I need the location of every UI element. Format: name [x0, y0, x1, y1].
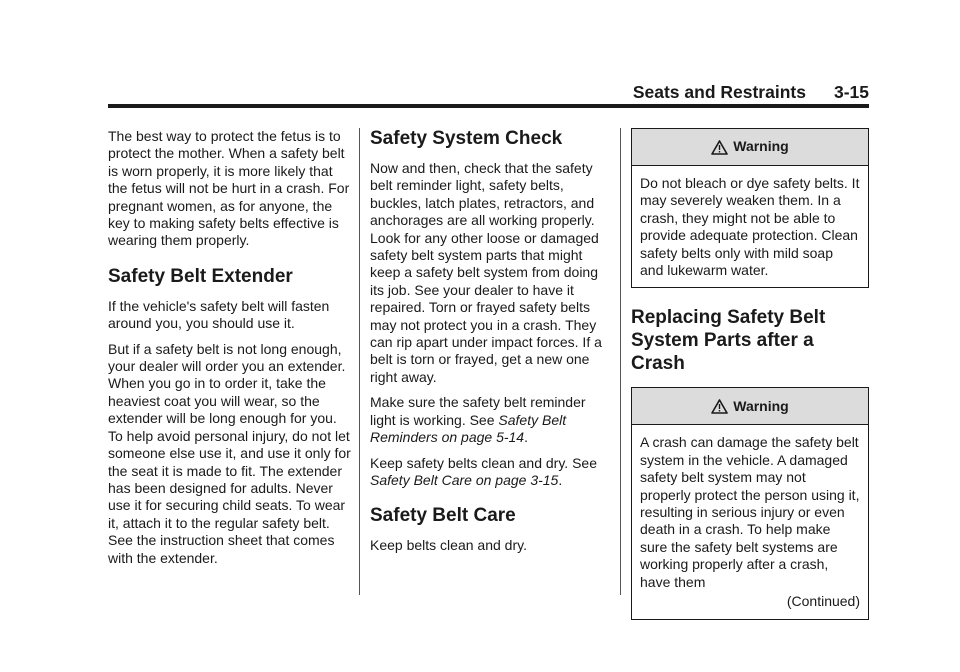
column-divider	[620, 128, 621, 595]
warning-triangle-icon	[711, 399, 728, 414]
warning-box-crash	[631, 387, 869, 619]
continued-label: (Continued)	[786, 593, 860, 610]
fetus-paragraph: The best way to protect the fetus is to protect the mother. When a safety belt is worn properly, it is more likely that the fetus will not be hurt in a crash. For pregnant women, as for anyone, the key to making safety belts effective is wearing them properly.	[108, 128, 350, 249]
warning-title: Warning	[733, 397, 789, 414]
warning-header	[632, 129, 868, 166]
column-right	[631, 128, 869, 632]
warning-box-bleach	[631, 128, 869, 288]
warning-body: Do not bleach or dye safety belts. It may severely weaken them. In a crash, they might not be able to provide adequate protection. Clean safety belts only with mild soap and lukewarm water.	[640, 175, 860, 279]
column-divider	[359, 128, 360, 595]
warning-title: Warning	[733, 138, 789, 155]
extender-heading: Safety Belt Extender	[108, 265, 293, 287]
warning-body	[632, 425, 868, 618]
header-rule	[108, 104, 869, 108]
warning-header	[632, 388, 868, 425]
extender-paragraph-2: But if a safety belt is not long enough, your dealer will order you an extender. When you go in to order it, take the heaviest coat you will wear, so the extender will be long enough for you. To help avoid personal injury, do not let someone else use it, and use it only for the seat it is made to fit. The extender has been designed for adults. Never use it for securing child seats. To wear it, attach it to the regular safety belt. See the instruction sheet that comes with the extender.	[108, 340, 351, 566]
replacing-parts-heading: Replacing Safety Belt System Parts after a Crash	[631, 307, 826, 375]
column-left	[108, 128, 353, 575]
column-middle	[370, 128, 610, 563]
belt-care-page-link[interactable]: Safety Belt Care on page 3-15	[370, 471, 559, 488]
extender-paragraph-1: If the vehicle's safety belt will fasten around you, you should use it.	[108, 297, 330, 332]
belt-care-heading: Safety Belt Care	[370, 505, 516, 527]
page-header	[108, 82, 869, 103]
system-check-paragraph: Now and then, check that the safety belt reminder light, safety belts, buckles, latch plates, retractors, and anchorages are all working properly. Look for any other loose or damaged safety belt system parts that might keep a safety belt system from doing its job. See your dealer to have it repaired. Torn or frayed safety belts may not protect you in a crash. They can rip apart under impact forces. If a belt is torn or frayed, get a new one right away.	[370, 160, 602, 385]
reminder-page-link[interactable]: Safety Belt Reminders on page 5-14	[370, 411, 567, 446]
section-title: Seats and Restraints	[632, 82, 806, 102]
belt-care-paragraph: Keep belts clean and dry.	[370, 537, 527, 554]
warning-text: A crash can damage the safety belt system in the vehicle. A damaged safety belt system may not properly protect the person using it, resulting in serious injury or even death in a crash. To help make sure the safety belt systems are working properly after a crash, have them	[640, 434, 860, 590]
system-check-heading: Safety System Check	[370, 128, 563, 149]
warning-triangle-icon	[711, 140, 728, 155]
clean-paragraph: Keep safety belts clean and dry. See Safety Belt Care on page 3-15.	[370, 454, 597, 488]
reminder-paragraph: Make sure the safety belt reminder light is working. See Safety Belt Reminders on page 5-14.	[370, 394, 586, 446]
page-number: 3-15	[833, 82, 869, 102]
